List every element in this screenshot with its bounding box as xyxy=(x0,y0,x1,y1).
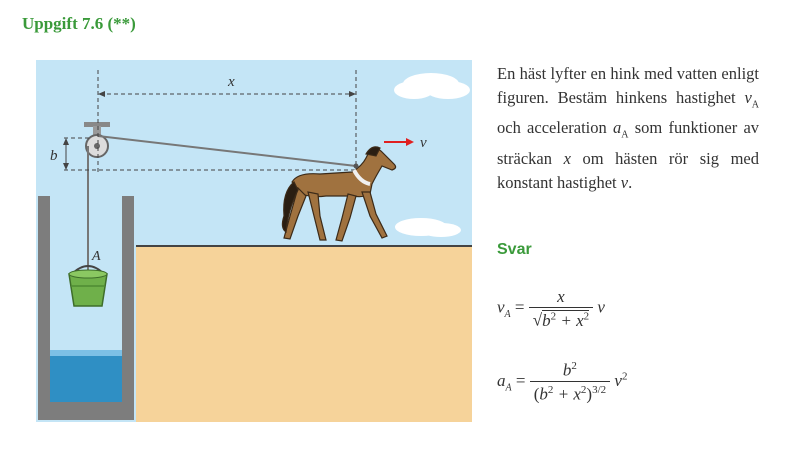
aA-fraction xyxy=(530,360,610,404)
formula-aA: $a_A$ = $\frac{b^2}{(b^2 + x^2)^{3/2}}$ $v^2$ xyxy=(497,360,628,404)
sub-A: A xyxy=(621,129,629,141)
var-v: v xyxy=(620,172,629,192)
sub-A: A xyxy=(751,98,760,110)
vA-lhs: v xyxy=(497,297,505,317)
problem-text xyxy=(497,62,759,194)
vA-denominator: $√b^2 + x^2$ xyxy=(529,307,593,331)
physics-figure xyxy=(36,60,472,422)
formula-vA: $v_A$ = $\frac{x}{√b^2 + x^2}$ v xyxy=(497,287,605,330)
exp: 2 xyxy=(571,360,577,372)
aA-numerator xyxy=(530,360,610,381)
aA-denominator: $(b^2 + x^2)^{3/2}$ xyxy=(530,381,610,405)
vA-numerator: x xyxy=(557,287,565,306)
aA-sub: A xyxy=(505,382,512,394)
aA-factor: v xyxy=(614,371,622,391)
problem-line: En häst lyfter en hink med vatten enligt figuren. Bestäm hinkens hastighet xyxy=(497,64,759,107)
aA-lhs: a xyxy=(497,371,506,391)
well-bottom xyxy=(38,402,134,420)
label-v: v xyxy=(420,135,427,151)
exp: 2 xyxy=(621,370,628,383)
page-title: Uppgift 7.6 (**) xyxy=(22,14,136,33)
problem-rest: som funktioner av sträckan xyxy=(497,118,760,169)
bucket xyxy=(69,266,107,306)
var-vA: v xyxy=(744,87,752,107)
vA-factor: v xyxy=(597,297,605,317)
aA-exponent: 3/2 xyxy=(592,383,607,396)
exp: 2 xyxy=(550,310,557,322)
well-wall-left xyxy=(38,196,50,420)
problem-rest2: om hästen rör sig med konstant hastighet xyxy=(497,149,760,192)
var-x: x xyxy=(563,149,571,169)
ground xyxy=(136,246,472,422)
vA-sub: A xyxy=(504,309,511,321)
aA-den-b: b xyxy=(539,384,548,404)
vA-fraction xyxy=(529,287,593,331)
water xyxy=(50,350,122,402)
aA-den-x: + x xyxy=(557,384,581,404)
label-b: b xyxy=(50,148,58,164)
water-surface xyxy=(50,350,122,356)
label-x: x xyxy=(228,74,235,90)
vA-den-x: + x xyxy=(560,310,584,330)
label-A: A xyxy=(92,249,101,264)
answer-title: Svar xyxy=(497,241,532,258)
problem-and: och acceleration xyxy=(497,118,607,138)
vA-den-b: b xyxy=(542,310,551,330)
problem-end: . xyxy=(628,172,633,192)
well-wall-right xyxy=(122,196,134,420)
exp: 2 xyxy=(547,383,554,396)
var-aA: a xyxy=(613,118,622,138)
exp: 2 xyxy=(580,383,587,396)
aA-num-b: b xyxy=(562,360,572,380)
exp: 2 xyxy=(583,310,590,322)
